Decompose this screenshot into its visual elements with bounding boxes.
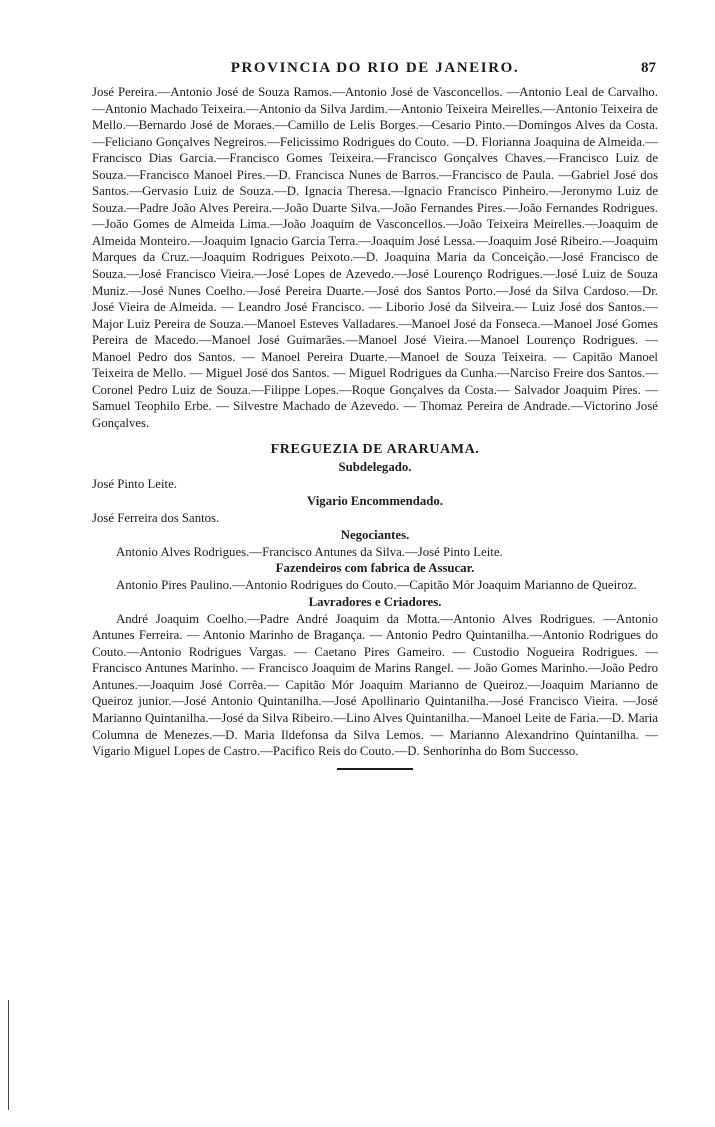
running-title: PROVINCIA DO RIO DE JANEIRO.: [230, 60, 520, 76]
subhead-fazendeiros: Fazendeiros com fabrica de Assucar.: [275, 561, 475, 576]
negociantes-list: Antonio Alves Rodrigues.—Francisco Antunes da Silva.—José Pinto Leite.: [116, 544, 503, 559]
names-paragraph: José Pereira.—Antonio José de Souza Ramos.—Antonio José de Vasconcellos. —Antonio Leal de Carvalho.—Antonio Machado Teixeira.—Antonio da Silva Jardim.—Antonio Teixeira Meirelles.—Antonio Teixeira de Mello.—Bernardo José de Moraes.—Camillo de Lelis Borges.—Cesario Pinto.—Domingos Alves da Costa.—Feliciano Gonçalves Negreiros.—Felicissimo Rodrigues do Couto. —D. Florianna Joaquina de Almeida.—Francisco Dias Garcia.—Francisco Gomes Teixeira.—Francisco Gonçalves Chaves.—Francisco Luiz de Souza.—Francisco Manoel Pires.—D. Francisca Nunes de Barros.—Francisco de Paula. —Gabriel José dos Santos.—Gervasio Luiz de Souza.—D. Ignacia Theresa.—Ignacio Francisco Pinheiro.—Jeronymo Luiz de Souza.—Padre João Alves Pereira.—João Duarte Silva.—João Fernandes Pires.—João Fernandes Rodrigues.—João Gomes de Almeida Lima.—João Joaquim de Vasconcellos.—João Teixeira Meirelles.—Joaquim de Almeida Monteiro.—Joaquim Ignacio Garcia Terra.—Joaquim José Lessa.—Joaquim José Ribeiro.—Joaquim Marques da Cruz.—Joaquim Rodrigues Peixoto.—D. Joaquina Maria da Conceição.—José Francisco de Souza.—José Francisco Vieira.—José Lopes de Azevedo.—José Lourenço Rodrigues.—José Luiz de Souza Muniz.—José Nunes Coelho.—José Pereira Duarte.—José dos Santos Porto.—José da Silva Cardoso.—Dr. José Vieira de Almeida. — Leandro José Francisco. — Liborio José da Silveira.— Luiz José dos Santos.—Major Luiz Pereira de Souza.—Manoel Esteves Valladares.—Manoel José da Fonseca.—Manoel José Gomes Pereira de Macedo.—Manoel José Guimarães.—Manoel José Vieira.—Manoel Lourenço Rodrigues. —Manoel Pedro dos Santos. — Manoel Pereira Duarte.—Manoel de Souza Teixeira. — Capitão Manoel Teixeira de Mello. — Miguel José dos Santos. — Miguel Rodrigues da Cunha.—Narciso Freire dos Santos.—Coronel Pedro Luiz de Souza.—Filippe Lopes.—Roque Gonçalves da Costa.— Salvador Joaquim Pires. — Samuel Teophilo Erbe. — Silvestre Machado de Azevedo. — Thomaz Pereira de Andrade.—Victorino José Gonçalves.: [92, 85, 658, 430]
lavradores-list: André Joaquim Coelho.—Padre André Joaquim da Motta.—Antonio Alves Rodrigues. —Antonio Antunes Ferreira. — Antonio Marinho de Bragança. — Antonio Pedro Quintanilha.—Antonio Rodrigues do Couto.—Antonio Rodrigues Vargas. — Caetano Pires Gameiro. — Custodio Nogueira Rodrigues. — Francisco Antunes Marinho. — Francisco Joaquim de Marins Rangel. — João Gomes Marinho.—João Pedro Antunes.—Joaquim José Corrêa.— Capitão Mór Joaquim Marianno de Queiroz.—Joaquim Marianno de Queiroz junior.—José Antonio Quintanilha.—José Apollinario Quintanilha.—José Francisco Vieira. —José Marianno Quintanilha.—José da Silva Ribeiro.—Lino Alves Quintanilha.—Manoel Leite de Faria.—D. Maria Columna de Menezes.—D. Maria Ildefonsa da Silva Lemos. — Marianno Alexandrino Quintanilha. — Vigario Miguel Lopes de Castro.—Pacifico Reis do Couto.—D. Senhorinha do Bom Successo.: [92, 611, 658, 759]
subhead-vigario: Vigario Encommendado.: [306, 494, 444, 509]
subhead-subdelegado: Subdelegado.: [338, 460, 412, 475]
closing-rule: [337, 768, 413, 770]
subhead-negociantes: Negociantes.: [340, 527, 410, 542]
subdelegado-name: José Pinto Leite.: [92, 477, 177, 492]
vigario-name: José Ferreira dos Santos.: [92, 511, 220, 526]
section-title-freguezia: FREGUEZIA DE ARARUAMA.: [270, 442, 480, 458]
subhead-lavradores: Lavradores e Criadores.: [308, 594, 442, 609]
page-number: 87: [641, 60, 656, 76]
document-page: [92, 60, 658, 770]
running-header: [92, 60, 658, 84]
fazendeiros-list: Antonio Pires Paulino.—Antonio Rodrigues do Couto.—Capitão Mór Joaquim Marianno de Queiroz.: [116, 578, 637, 593]
margin-mark: [8, 1000, 9, 1110]
